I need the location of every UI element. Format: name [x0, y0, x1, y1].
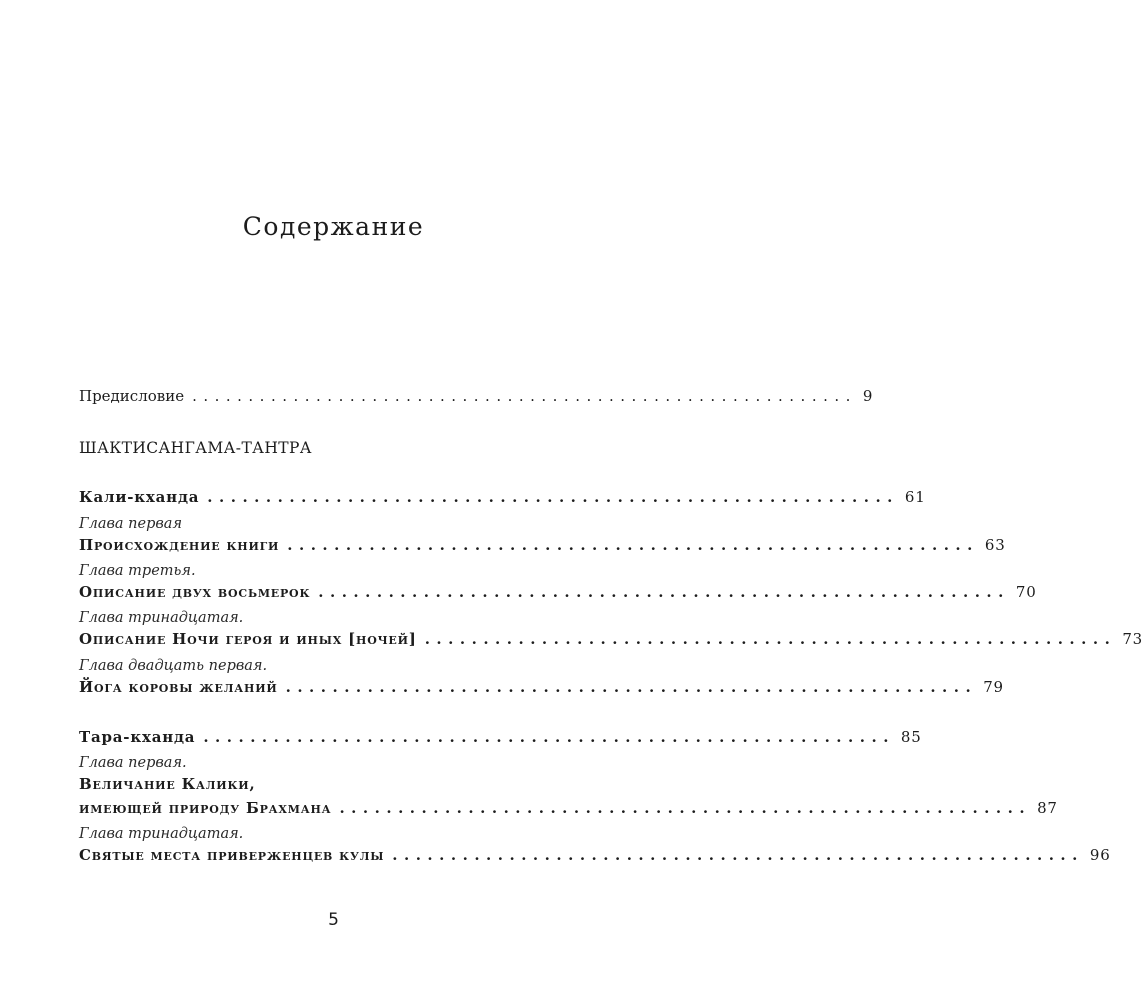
- toc-section-tara[interactable]: [79, 727, 922, 747]
- toc-entry-title: Йога коровы желаний: [79, 678, 278, 696]
- toc-entry-kali-ch3[interactable]: [79, 582, 1037, 602]
- chapter-label: Глава первая.: [79, 755, 187, 771]
- toc-page-number: 73: [1122, 630, 1143, 648]
- toc-entry-kali-ch21[interactable]: [79, 677, 1004, 697]
- toc-page-number: 63: [984, 536, 1006, 554]
- dot-leader: ...........................................................: [203, 728, 895, 746]
- chapter-label: Глава двадцать первая.: [79, 658, 268, 674]
- dot-leader: ...........................................................: [339, 799, 1032, 817]
- chapter-label: Глава первая: [79, 516, 183, 532]
- toc-page-number: 96: [1089, 846, 1111, 864]
- toc-page-number: 79: [983, 678, 1004, 696]
- dot-leader: ...........................................................: [424, 630, 1117, 648]
- dot-leader: ...........................................................: [318, 583, 1010, 601]
- toc-entry-title: Святые места приверженцев кулы: [79, 846, 385, 864]
- toc-entry-kali-ch1[interactable]: [79, 535, 1006, 555]
- toc-page-number: 70: [1015, 583, 1037, 601]
- dot-leader: ...........................................................: [392, 846, 1084, 864]
- toc-entry-title: Предисловие: [79, 387, 185, 405]
- page-number: 5: [328, 910, 339, 930]
- toc-entry-preface[interactable]: [79, 386, 873, 406]
- chapter-label: Глава третья.: [79, 563, 196, 579]
- work-title: ШАКТИСАНГАМА-ТАНТРА: [79, 439, 312, 457]
- toc-entry-title-line1[interactable]: Величание Калики,: [79, 775, 256, 793]
- toc-section-title: Тара-кханда: [79, 728, 196, 746]
- toc-entry-title: имеющей природу Брахмана: [79, 799, 332, 817]
- toc-entry-title: Происхождение книги: [79, 536, 280, 554]
- dot-leader: ...........................................................: [285, 678, 978, 696]
- chapter-label: Глава тринадцатая.: [79, 826, 244, 842]
- toc-entry-tara-ch13[interactable]: [79, 845, 1111, 865]
- toc-page-number: 9: [862, 387, 873, 405]
- toc-page-number: 61: [904, 488, 926, 506]
- chapter-label: Глава тринадцатая.: [79, 610, 244, 626]
- toc-entry-tara-ch1[interactable]: [79, 798, 1058, 818]
- toc-section-kali[interactable]: [79, 487, 926, 507]
- dot-leader: ...........................................................: [287, 536, 979, 554]
- toc-entry-title: Описание двух восьмерок: [79, 583, 311, 601]
- dot-leader: ...........................................................: [192, 387, 857, 405]
- toc-page-number: 87: [1037, 799, 1058, 817]
- toc-section-title: Кали-кханда: [79, 488, 200, 506]
- dot-leader: ...........................................................: [207, 488, 899, 506]
- page-title: Содержание: [242, 212, 425, 241]
- toc-page-number: 85: [900, 728, 922, 746]
- toc-entry-title: Описание Ночи героя и иных [ночей]: [79, 630, 417, 648]
- toc-entry-kali-ch13[interactable]: [79, 629, 1143, 649]
